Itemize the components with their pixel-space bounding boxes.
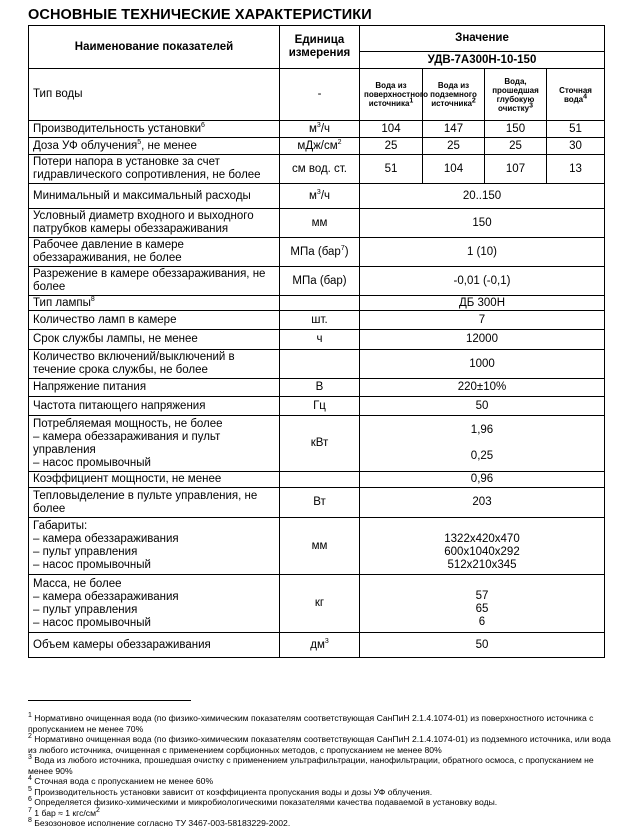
row-value: 150 bbox=[485, 121, 547, 138]
row-name: Коэффициент мощности, не менее bbox=[29, 472, 280, 488]
row-value: 107 bbox=[485, 155, 547, 184]
row-unit: кВт bbox=[280, 416, 360, 472]
header-param: Наименование показателей bbox=[29, 26, 280, 69]
row-value: 1 (10) bbox=[360, 238, 605, 267]
row-name: Количество ламп в камере bbox=[29, 311, 280, 330]
row-value: 30 bbox=[547, 138, 605, 155]
footnote-item: $^1$ Нормативно очищенная вода (по физико-химическим показателям соответствующая СанПиН 2.1.4.1074-01) из поверхностного источника с пропусканием не менее 70% bbox=[28, 712, 594, 734]
table-row bbox=[29, 311, 605, 330]
row-name: Количество включений/выключений в течение срока службы, не более bbox=[29, 350, 280, 379]
row-name: Разрежение в камере обеззараживания, не более bbox=[29, 267, 280, 296]
table-row bbox=[29, 518, 605, 575]
footnotes bbox=[28, 713, 614, 829]
row-unit: шт. bbox=[280, 311, 360, 330]
footnote-item: $^7$ 1 бар ≈ 1 кгс/$см^2$ bbox=[28, 806, 100, 818]
row-unit: мм bbox=[280, 518, 360, 575]
row-unit: Гц bbox=[280, 397, 360, 416]
row-name: Производительность установки$^6$ bbox=[29, 121, 280, 138]
row-unit: МПа (бар$^7$) bbox=[280, 238, 360, 267]
row-name: Тип воды bbox=[29, 69, 280, 121]
row-unit: Вт bbox=[280, 488, 360, 518]
footnote-item: $^6$ Определяется физико-химическими и микробиологическими показателями качества подаваемой в установку воды. bbox=[28, 796, 498, 807]
row-value: 50 bbox=[360, 633, 605, 658]
row-unit bbox=[280, 350, 360, 379]
table-row bbox=[29, 633, 605, 658]
row-name: Частота питающего напряжения bbox=[29, 397, 280, 416]
table-row bbox=[29, 209, 605, 238]
specs-table bbox=[28, 25, 605, 658]
row-value: 25 bbox=[485, 138, 547, 155]
row-name: Доза УФ облучения$^5$, не менее bbox=[29, 138, 280, 155]
row-value: 51 bbox=[547, 121, 605, 138]
row-unit: $дм^3$ bbox=[280, 633, 360, 658]
row-value: 25 bbox=[423, 138, 485, 155]
row-value: 104 bbox=[360, 121, 423, 138]
header-sub-surface: Вода из поверхностного источника$^1$ bbox=[360, 69, 423, 121]
header-unit: Единица измерения bbox=[280, 26, 360, 69]
row-value: 203 bbox=[360, 488, 605, 518]
row-value: 1000 bbox=[360, 350, 605, 379]
table-row bbox=[29, 379, 605, 397]
row-value: 13 bbox=[547, 155, 605, 184]
row-unit: мДж/$см^2$ bbox=[280, 138, 360, 155]
row-unit: мм bbox=[280, 209, 360, 238]
header-sub-waste: Сточная вода$^4$ bbox=[547, 69, 605, 121]
table-row bbox=[29, 69, 605, 121]
row-value: 12000 bbox=[360, 330, 605, 350]
table-row bbox=[29, 350, 605, 379]
row-name: Габариты: – камера обеззараживания – пульт управления – насос промывочный bbox=[29, 518, 280, 575]
table-row bbox=[29, 138, 605, 155]
row-unit bbox=[280, 296, 360, 311]
page-heading: ОСНОВНЫЕ ТЕХНИЧЕСКИЕ ХАРАКТЕРИСТИКИ bbox=[28, 7, 372, 23]
row-value: 0,96 bbox=[360, 472, 605, 488]
row-name: Тип лампы$^8$ bbox=[29, 296, 280, 311]
row-value: 1322x420x470 600x1040x292 512x210x345 bbox=[360, 518, 605, 575]
footnote-item: $^3$ Вода из любого источника, прошедшая очистку с применением ультрафильтрации, нанофильтрации, обратного осмоса, с пропусканием не менее 90% bbox=[28, 754, 594, 776]
table-row bbox=[29, 397, 605, 416]
table-row bbox=[29, 267, 605, 296]
row-value: 20..150 bbox=[360, 184, 605, 209]
table-row bbox=[29, 472, 605, 488]
row-value: 1,96 0,25 bbox=[360, 416, 605, 472]
header-sub-deep-treated: Вода, прошедшая глубокую очистку$^3$ bbox=[485, 69, 547, 121]
table-row bbox=[29, 575, 605, 633]
row-name: Минимальный и максимальный расходы bbox=[29, 184, 280, 209]
row-value: 220±10% bbox=[360, 379, 605, 397]
row-name: Объем камеры обеззараживания bbox=[29, 633, 280, 658]
row-name: Масса, не более – камера обеззараживания – пульт управления – насос промывочный bbox=[29, 575, 280, 633]
table-row bbox=[29, 184, 605, 209]
row-value: 51 bbox=[360, 155, 423, 184]
footnote-separator bbox=[28, 700, 191, 701]
table-row bbox=[29, 488, 605, 518]
table-row bbox=[29, 296, 605, 311]
row-name: Условный диаметр входного и выходного патрубков камеры обеззараживания bbox=[29, 209, 280, 238]
row-unit: В bbox=[280, 379, 360, 397]
table-row bbox=[29, 121, 605, 138]
row-value: 7 bbox=[360, 311, 605, 330]
row-unit: ч bbox=[280, 330, 360, 350]
table-row bbox=[29, 238, 605, 267]
row-name: Срок службы лампы, не менее bbox=[29, 330, 280, 350]
row-value: ДБ 300Н bbox=[360, 296, 605, 311]
row-unit: $м^3/ч$ bbox=[280, 121, 360, 138]
table-row bbox=[29, 416, 605, 472]
row-value: -0,01 (-0,1) bbox=[360, 267, 605, 296]
row-name: Потребляемая мощность, не более – камера обеззараживания и пульт управления – насос промывочный bbox=[29, 416, 280, 472]
row-unit: см вод. ст. bbox=[280, 155, 360, 184]
footnote-item: $^2$ Нормативно очищенная вода (по физико-химическим показателям соответствующая СанПиН 2.1.4.1074-01) из подземного источника, или вода из любого источника, очищенная с применением сорбционных методов, с пропусканием не менее 80% bbox=[28, 733, 611, 755]
row-unit: $м^3/ч$ bbox=[280, 184, 360, 209]
footnote-item: $^4$ Сточная вода с пропусканием не менее 60% bbox=[28, 775, 214, 786]
header-value: Значение bbox=[360, 26, 605, 52]
row-name: Тепловыделение в пульте управления, не более bbox=[29, 488, 280, 518]
table-row bbox=[29, 330, 605, 350]
header-model: УДВ-7А300Н-10-150 bbox=[360, 52, 605, 69]
header-sub-underground: Вода из подземного источника$^2$ bbox=[423, 69, 485, 121]
row-name: Рабочее давление в камере обеззараживания, не более bbox=[29, 238, 280, 267]
row-value: 25 bbox=[360, 138, 423, 155]
row-value: 104 bbox=[423, 155, 485, 184]
footnote-item: $^5$ Производительность установки зависит от коэффициента пропускания воды и дозы УФ облучения. bbox=[28, 785, 433, 797]
row-name: Напряжение питания bbox=[29, 379, 280, 397]
row-value: 147 bbox=[423, 121, 485, 138]
row-value: 150 bbox=[360, 209, 605, 238]
row-value: 57 65 6 bbox=[360, 575, 605, 633]
row-value: 50 bbox=[360, 397, 605, 416]
footnote-item: $^8$ Безозоновое исполнение согласно ТУ 3467-003-58183229-2002. bbox=[28, 817, 291, 828]
table-row bbox=[29, 155, 605, 184]
row-unit bbox=[280, 472, 360, 488]
row-unit: кг bbox=[280, 575, 360, 633]
row-name: Потери напора в установке за счет гидравлического сопротивления, не более bbox=[29, 155, 280, 184]
row-unit: МПа (бар) bbox=[280, 267, 360, 296]
row-unit: - bbox=[280, 69, 360, 121]
